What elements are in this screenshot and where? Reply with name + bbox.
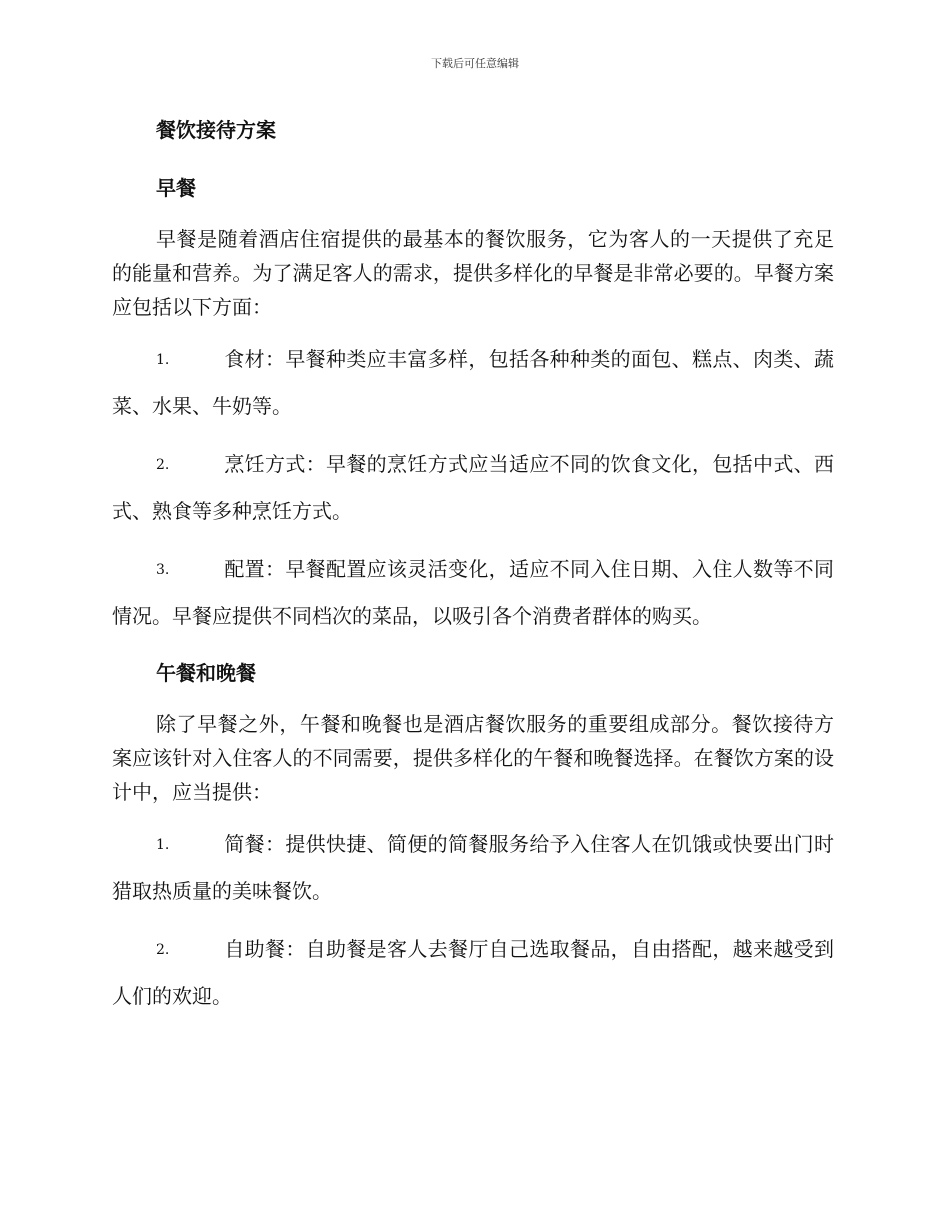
list-item — [112, 926, 834, 1019]
list-item-text: 自助餐：自助餐是客人去餐厅自己选取餐品，自由搭配，越来越受到人们的欢迎。 — [112, 937, 834, 1008]
list-item-text: 烹饪方式：早餐的烹饪方式应当适应不同的饮食文化，包括中式、西式、熟食等多种烹饪方式。 — [112, 452, 834, 523]
list-item — [112, 546, 834, 639]
list-number: 2. — [156, 942, 170, 958]
list-item-text: 配置：早餐配置应该灵活变化，适应不同入住日期、入住人数等不同情况。早餐应提供不同档次的菜品，以吸引各个消费者群体的购买。 — [112, 557, 834, 628]
list-number: 1. — [156, 837, 170, 853]
list-item — [112, 441, 834, 534]
breakfast-intro: 早餐是随着酒店住宿提供的最基本的餐饮服务，它为客人的一天提供了充足的能量和营养。为了满足客人的需求，提供多样化的早餐是非常必要的。早餐方案应包括以下方面： — [112, 227, 834, 319]
list-number: 2. — [156, 457, 170, 473]
section-heading-lunch-dinner: 午餐和晚餐 — [156, 661, 256, 685]
document-body — [112, 108, 834, 1031]
list-number: 1. — [156, 352, 170, 368]
list-number: 3. — [156, 562, 170, 578]
section-heading-breakfast: 早餐 — [156, 176, 196, 200]
list-item — [112, 336, 834, 429]
list-item-text: 食材：早餐种类应丰富多样，包括各种种类的面包、糕点、肉类、蔬菜、水果、牛奶等。 — [112, 347, 834, 418]
document-title: 餐饮接待方案 — [156, 118, 276, 142]
header-note: 下载后可任意编辑 — [431, 57, 519, 70]
list-item-text: 简餐：提供快捷、简便的简餐服务给予入住客人在饥饿或快要出门时猎取热质量的美味餐饮。 — [112, 832, 834, 903]
lunch-dinner-intro: 除了早餐之外，午餐和晚餐也是酒店餐饮服务的重要组成部分。餐饮接待方案应该针对入住客人的不同需要，提供多样化的午餐和晚餐选择。在餐饮方案的设计中，应当提供： — [112, 712, 834, 804]
list-item — [112, 821, 834, 914]
